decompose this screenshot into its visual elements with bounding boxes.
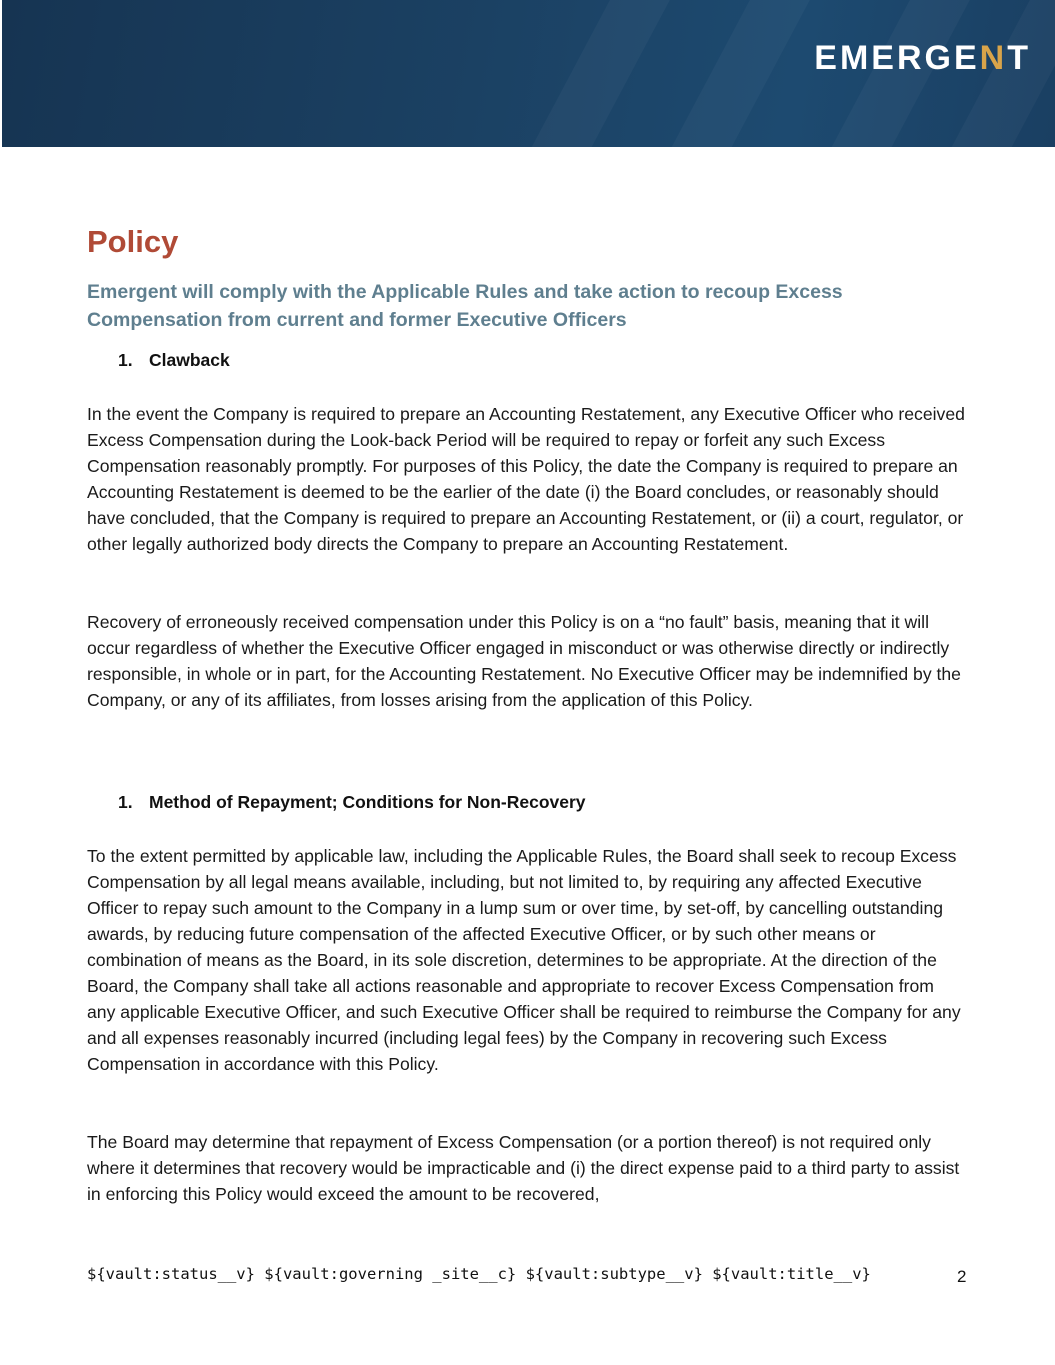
section-heading-clawback xyxy=(118,350,230,371)
page-title: Policy xyxy=(87,224,179,259)
paragraph-clawback-1: In the event the Company is required to prepare an Accounting Restatement, any Executive Officer who received Excess Compensation during the Look-back Period will be required to repay or forfeit any such Excess Compensation reasonably promptly. For purposes of this Policy, the date the Company is required to prepare an Accounting Restatement is deemed to be the earlier of the date (i) the Board concludes, or reasonably should have concluded, that the Company is required to prepare an Accounting Restatement, or (ii) a court, regulator, or other legally authorized body directs the Company to prepare an Accounting Restatement. xyxy=(87,404,965,554)
logo-end-letter: T xyxy=(1007,38,1031,77)
policy-subtitle: Emergent will comply with the Applicable Rules and take action to recoup Excess Compensation from current and former Executive Officers xyxy=(87,281,843,331)
header-banner xyxy=(2,0,1055,147)
logo-wordmark xyxy=(814,39,1031,78)
emergent-logo xyxy=(814,38,1031,78)
banner-stripe xyxy=(633,0,831,147)
paragraph-repayment-2: The Board may determine that repayment of Excess Compensation (or a portion thereof) is not required only where it determines that recovery would be impracticable and (i) the direct expense paid to a third party to assist in enforcing this Policy would exceed the amount to be recovered, xyxy=(87,1132,960,1204)
section-heading-repayment xyxy=(118,792,586,813)
banner-stripe xyxy=(493,0,691,147)
page-number: 2 xyxy=(957,1267,967,1286)
logo-main-text: EMERGE xyxy=(814,38,980,77)
section-title: Method of Repayment; Conditions for Non-Recovery xyxy=(149,792,586,812)
paragraph-clawback-2: Recovery of erroneously received compensation under this Policy is on a “no fault” basis, meaning that it will occur regardless of whether the Executive Officer engaged in misconduct or was otherwise directly or indirectly responsible, in whole or in part, for the Accounting Restatement. No Executive Officer may be indemnified by the Company, or any of its affiliates, from losses arising from the application of this Policy. xyxy=(87,612,961,710)
section-number: 1. xyxy=(118,792,133,812)
paragraph-repayment-1: To the extent permitted by applicable law, including the Applicable Rules, the Board shall seek to recoup Excess Compensation by all legal means available, including, but not limited to, by requiring any affected Executive Officer to repay such amount to the Company in a lump sum or over time, by set-off, by cancelling outstanding awards, by reducing future compensation of the affected Executive Officer, or by such other means or combination of means as the Board, in its sole discretion, determines to be appropriate. At the direction of the Board, the Company shall take all actions reasonable and appropriate to recover Excess Compensation from any applicable Executive Officer, and such Executive Officer shall be required to reimburse the Company for any and all expenses reasonably incurred (including legal fees) by the Company in recovering such Excess Compensation in accordance with this Policy. xyxy=(87,846,961,1074)
logo-accent-letter: N xyxy=(979,38,1008,77)
footer-vault-variables: ${vault:status__v} ${vault:governing _site__c} ${vault:subtype__v} ${vault:title__v} xyxy=(87,1265,871,1283)
section-title: Clawback xyxy=(149,350,230,370)
section-number: 1. xyxy=(118,350,133,370)
